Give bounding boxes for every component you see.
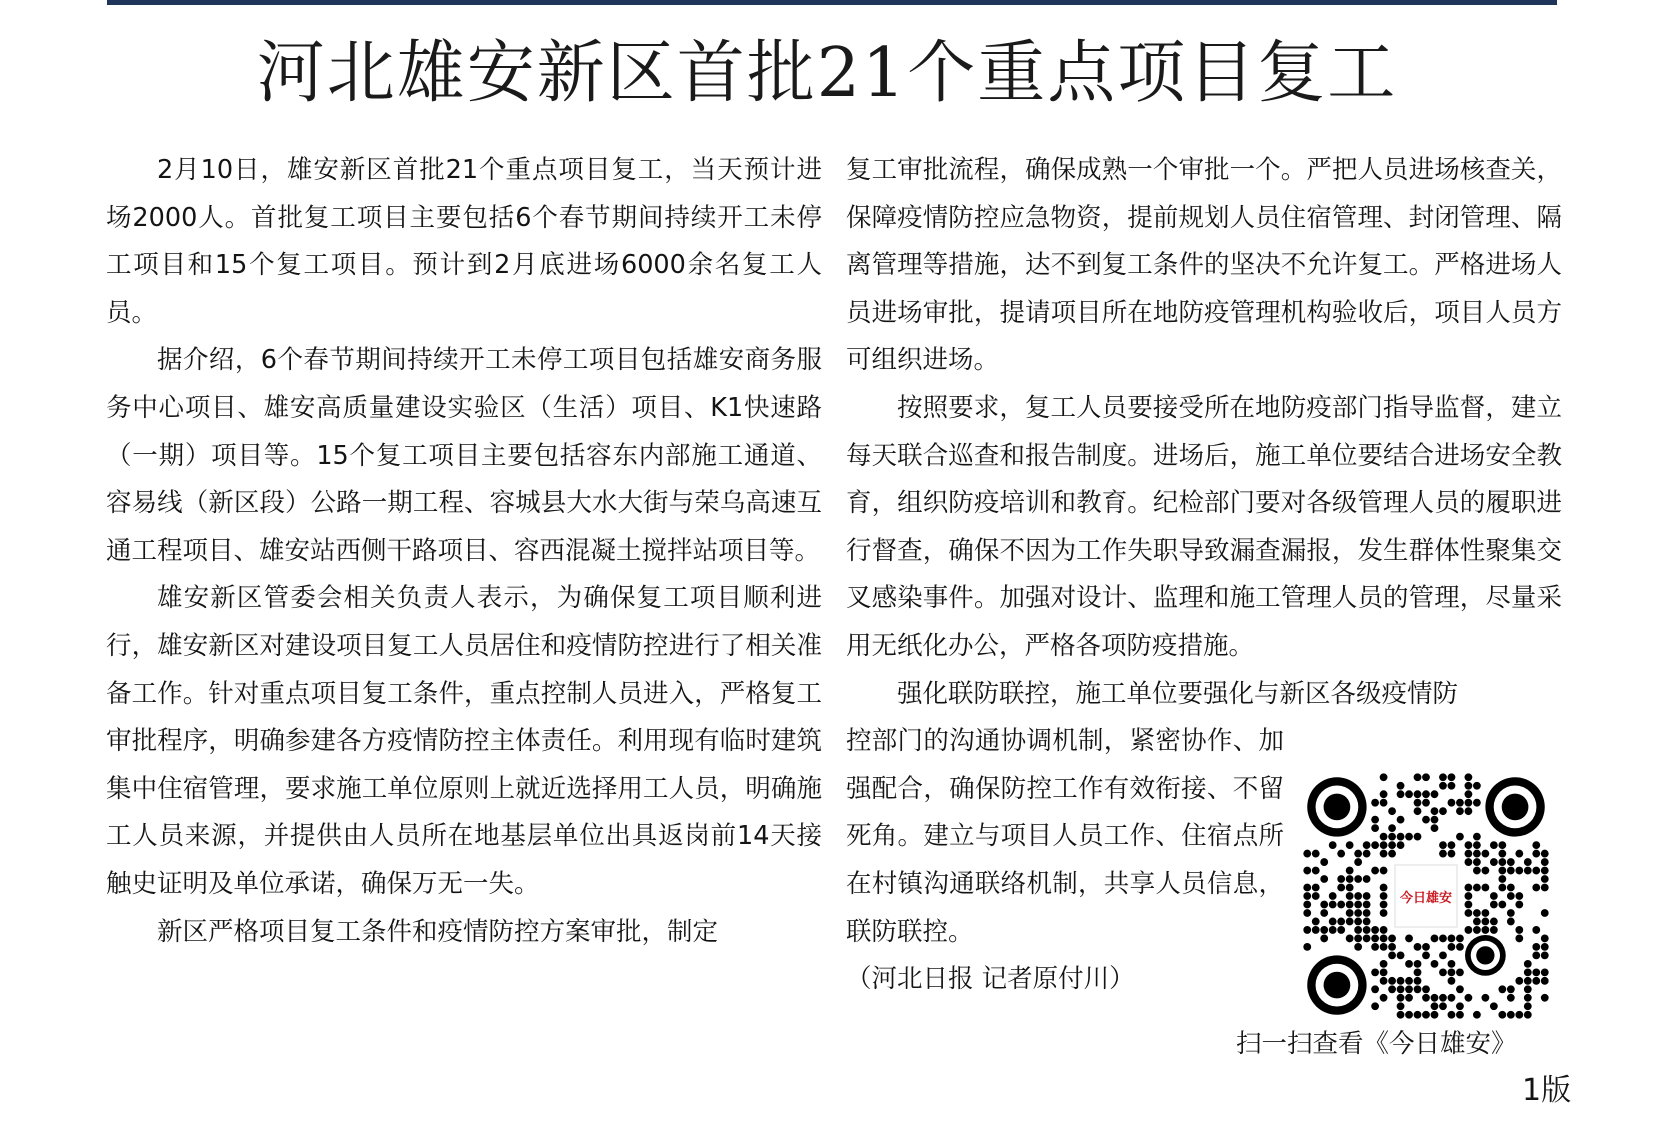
qr-code-icon[interactable] [1303, 773, 1549, 1019]
paragraph-2: 据介绍，6个春节期间持续开工未停工项目包括雄安商务服务中心项目、雄安高质量建设实验区（生活）项目、K1快速路（一期）项目等。15个复工项目主要包括容东内部施工通道、容易线（新区段）公路一期工程、容城县大水大街与荣乌高速互通工程项目、雄安站西侧干路项目、容西混凝土搅拌站项目等。 [106, 345, 822, 566]
article-column-left [106, 147, 822, 956]
qr-code-graphic [1303, 773, 1549, 1019]
paragraph-4-continued: 复工审批流程，确保成熟一个审批一个。严把人员进场核查关，保障疫情防控应急物资，提前规划人员住宿管理、封闭管理、隔离管理等措施，达不到复工条件的坚决不允许复工。严格进场人员进场审批，提请项目所在地防疫管理机构验收后，项目人员方可组织进场。 [846, 155, 1562, 376]
paragraph-3: 雄安新区管委会相关负责人表示，为确保复工项目顺利进行，雄安新区对建设项目复工人员居住和疫情防控进行了相关准备工作。针对重点项目复工条件，重点控制人员进入，严格复工审批程序，明确参建各方疫情防控主体责任。利用现有临时建筑集中住宿管理，要求施工单位原则上就近选择用工人员，明确施工人员来源，并提供由人员所在地基层单位出具返岗前14天接触史证明及单位承诺，确保万无一失。 [106, 583, 822, 899]
paragraph-4-start: 新区严格项目复工条件和疫情防控方案审批，制定 [157, 916, 719, 947]
page-number: 1版 [1522, 1073, 1572, 1108]
qr-caption: 扫一扫查看《今日雄安》 [1236, 1029, 1517, 1059]
top-rule [107, 0, 1557, 5]
paragraph-6-start: 强化联防联控，施工单位要强化与新区各级疫情防 [897, 678, 1459, 709]
byline: （河北日报 记者原付川） [846, 964, 1135, 995]
paragraph-5: 按照要求，复工人员要接受所在地防疫部门指导监督，建立每天联合巡查和报告制度。进场后，施工单位要结合进场安全教育，组织防疫培训和教育。纪检部门要对各级管理人员的履职进行督查，确保不因为工作失职导致漏查漏报，发生群体性聚集交叉感染事件。加强对设计、监理和施工管理人员的管理，尽量采用无纸化办公，严格各项防疫措施。 [846, 392, 1562, 661]
headline: 河北雄安新区首批21个重点项目复工 [256, 34, 1398, 113]
paragraph-1: 2月10日，雄安新区首批21个重点项目复工，当天预计进场2000人。首批复工项目主要包括6个春节期间持续开工未停工项目和15个复工项目。预计到2月底进场6000余名复工人员。 [106, 155, 822, 328]
qr-logo-text: 今日雄安 [1399, 891, 1453, 906]
paragraph-6-continued: 控部门的沟通协调机制，紧密协作、加强配合，确保防控工作有效衔接、不留死角。建立与项目人员工作、住宿点所在村镇沟通联络机制，共享人员信息，联防联控。 [846, 726, 1284, 947]
